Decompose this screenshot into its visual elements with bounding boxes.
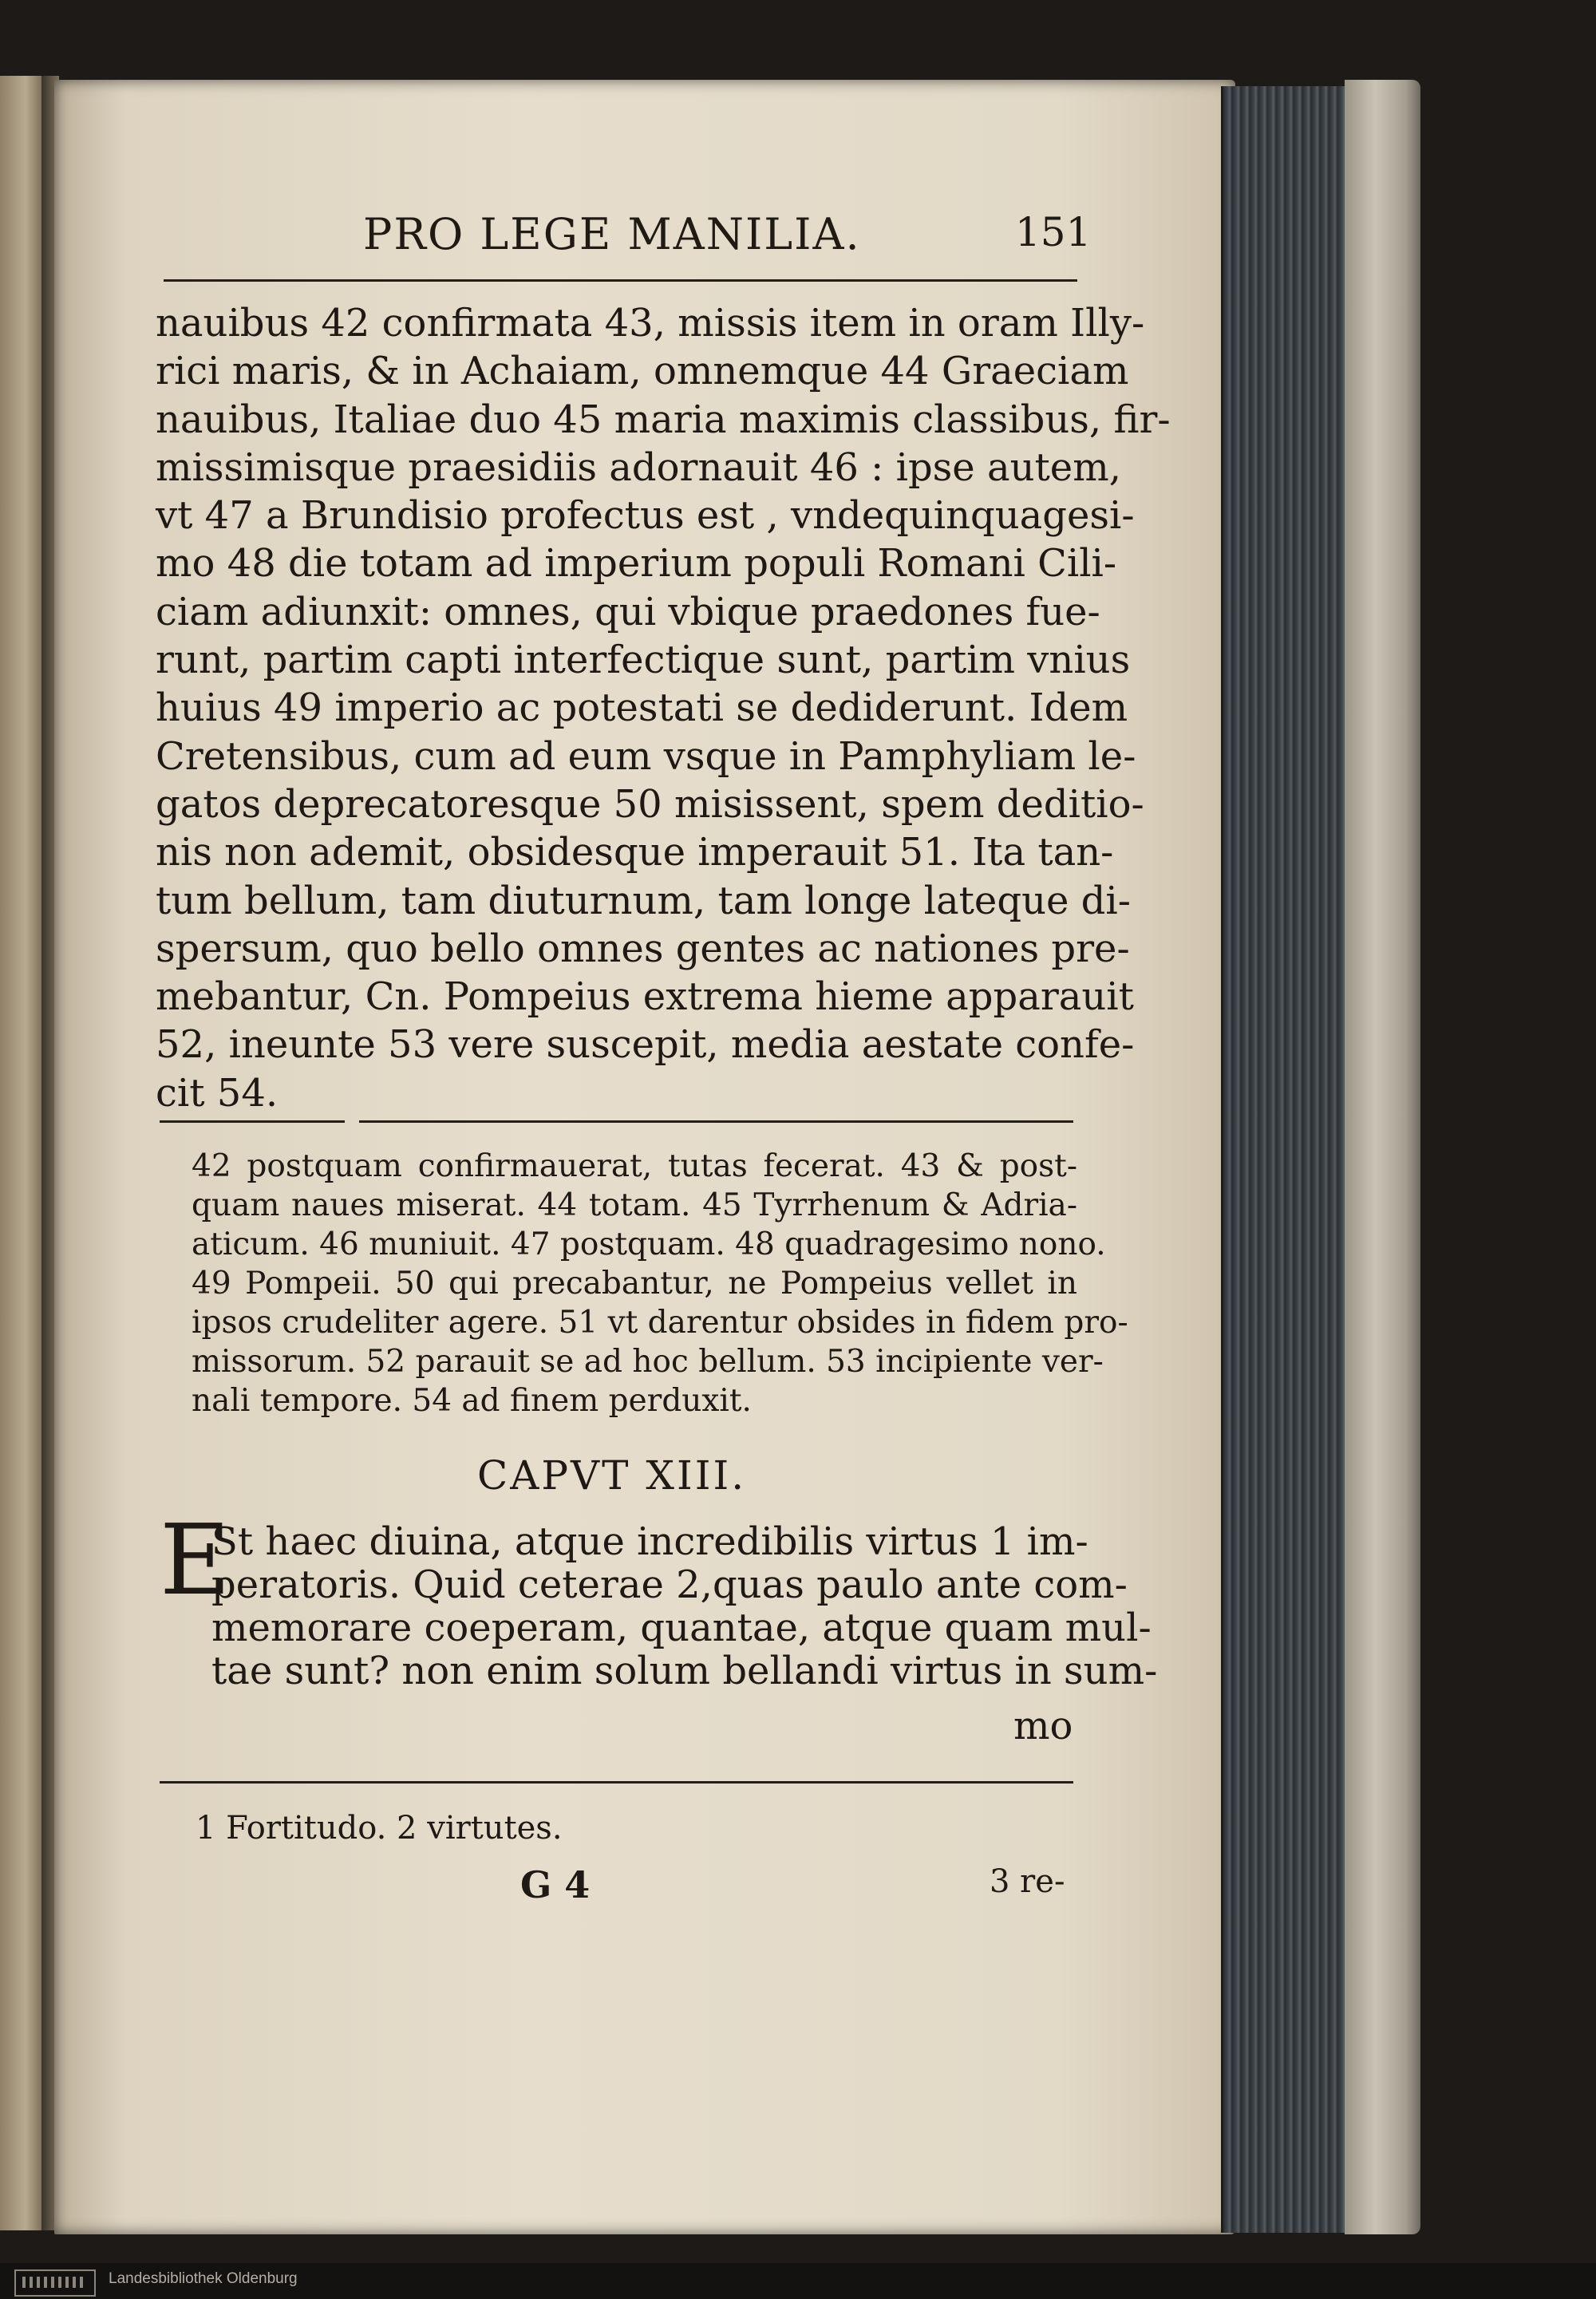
note-line: missorum. 52 parauit se ad hoc bellum. 53 incipiente ver- [192, 1344, 1104, 1380]
drop-cap-initial: E [160, 1503, 231, 1617]
text-line: cit 54. [156, 1070, 279, 1116]
chapter-line: peratoris. Quid ceterae 2,quas paulo ante com- [211, 1562, 1128, 1607]
chapter-heading: CAPVT XIII. [477, 1452, 747, 1499]
footer-catchword: 3 re- [990, 1863, 1065, 1900]
text-line: rici maris, & in Achaiam, omnemque 44 Graeciam [156, 349, 1129, 394]
note-line: 49 Pompeii. 50 qui precabantur, ne Pompeius vellet in [192, 1266, 1077, 1302]
footnote-rule [160, 1781, 1073, 1784]
chapter-line: tae sunt? non enim solum bellandi virtus in sum- [211, 1649, 1158, 1693]
text-line: 52, ineunte 53 vere suscepit, media aestate confe- [156, 1022, 1135, 1068]
marginal-notes [192, 1147, 1128, 1420]
text-line: ciam adiunxit: omnes, qui vbique praedones fue- [156, 589, 1100, 634]
page-number: 151 [1015, 209, 1092, 255]
text-line: Cretensibus, cum ad eum vsque in Pamphyliam le- [156, 733, 1136, 779]
chapter-line: memorare coeperam, quantae, atque quam mul- [211, 1606, 1152, 1650]
library-name: Landesbibliothek Oldenburg [109, 2270, 298, 2287]
text-line: nis non ademit, obsidesque imperauit 51. Ita tan- [156, 830, 1114, 875]
signature-mark: G 4 [520, 1863, 591, 1906]
library-logo-icon [14, 2269, 96, 2297]
notes-rule-long [359, 1120, 1073, 1123]
text-line: runt, partim capti interfectique sunt, partim vnius [156, 638, 1131, 683]
notes-rule-short [160, 1120, 345, 1123]
note-line: ipsos crudeliter agere. 51 vt darentur obsides in fidem pro- [192, 1305, 1128, 1341]
text-line: spersum, quo bello omnes gentes ac nationes pre- [156, 926, 1130, 971]
note-line: nali tempore. 54 ad finem perduxit. [192, 1383, 752, 1419]
catchword: mo [1013, 1704, 1073, 1748]
chapter-line: St haec diuina, atque incredibilis virtus 1 im- [211, 1519, 1088, 1564]
text-line: nauibus 42 confirmata 43, missis item in oram Illy- [156, 301, 1145, 346]
page-fore-edge [1221, 86, 1351, 2233]
main-text [156, 299, 1171, 1117]
book-cover-edge [1345, 80, 1420, 2234]
chapter-footnotes: 1 Fortitudo. 2 virtutes. [196, 1810, 563, 1847]
note-line: quam naues miserat. 44 totam. 45 Tyrrhenum & Adria- [192, 1187, 1077, 1223]
text-line: tum bellum, tam diuturnum, tam longe lateque di- [156, 878, 1131, 923]
text-line: vt 47 a Brundisio profectus est , vndequinquagesi- [156, 493, 1135, 539]
text-line: mo 48 die totam ad imperium populi Romani Cili- [156, 541, 1117, 587]
text-line: huius 49 imperio ac potestati se dediderunt. Idem [156, 685, 1128, 731]
text-line: missimisque praesidiis adornauit 46 : ipse autem, [156, 444, 1121, 490]
text-line: nauibus, Italiae duo 45 maria maximis classibus, fir- [156, 397, 1171, 442]
note-line: aticum. 46 muniuit. 47 postquam. 48 quadragesimo nono. [192, 1227, 1106, 1262]
note-line: 42 postquam confirmauerat, tutas fecerat. 43 & post- [192, 1148, 1077, 1184]
text-line: mebantur, Cn. Pompeius extrema hieme apparauit [156, 974, 1134, 1020]
text-line: gatos deprecatoresque 50 misissent, spem deditio- [156, 781, 1144, 827]
running-header: PRO LEGE MANILIA. [363, 209, 861, 259]
facing-page-edge [0, 76, 46, 2230]
chapter-text [211, 1519, 1158, 1693]
header-rule [164, 279, 1077, 282]
